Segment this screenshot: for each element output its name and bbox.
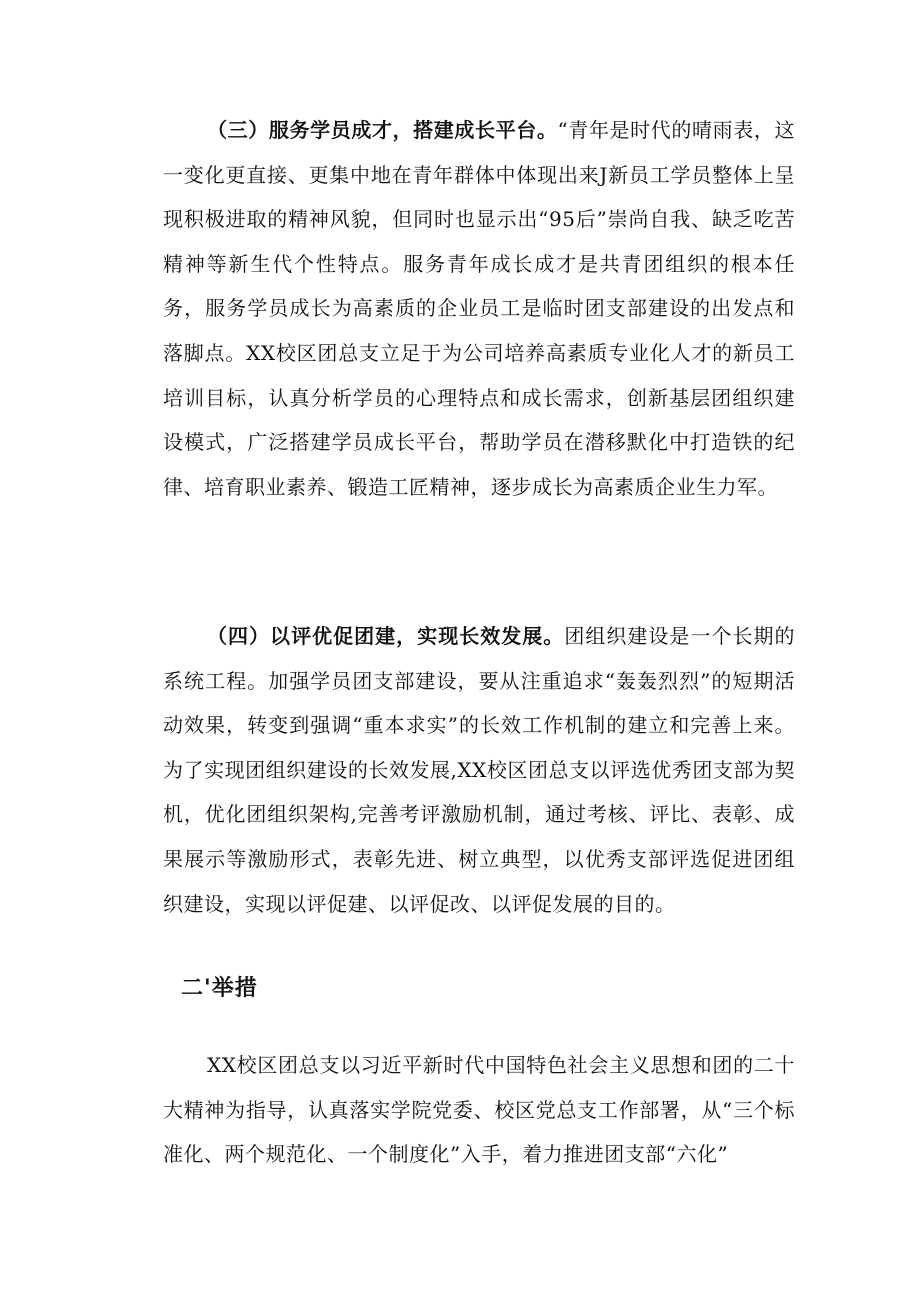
- section-four-body: 团组织建设是一个长期的系统工程。加强学员团支部建设，要从注重追求“轰轰烈烈”的短期活动效果，转变到强调“重本求实”的长效工作机制的建立和完善上来。为了实现团组织建设的长效发展,XX校区团总支以评选优秀团支部为契机，优化团组织架构,完善考评激励机制，通过考核、评比、表彰、成果展示等激励形式，表彰先进、树立典型，以优秀支部评选促进团组织建设，实现以评促建、以评促改、以评促发展的目的。: [163, 624, 796, 916]
- section-four-paragraph: [163, 614, 795, 926]
- section-three-body: “青年是时代的晴雨表，这一变化更直接、更集中地在青年群体中体现出来J新员工学员整体上呈现积极进取的精神风貌，但同时也显示出“95后”崇尚自我、缺乏吃苦精神等新生代个性特点。服务青年成长成才是共青团组织的根本任务，服务学员成长为高素质的企业员工是临时团支部建设的出发点和落脚点。XX校区团总支立足于为公司培养高素质专业化人才的新员工培训目标，认真分析学员的心理特点和成长需求，创新基层团组织建设模式，广泛搭建学员成长平台，帮助学员在潜移默化中打造铁的纪律、培育职业素养、锻造工匠精神，逐步成长为高素质企业生力军。: [163, 118, 795, 499]
- section-three-paragraph: [163, 108, 795, 509]
- measures-paragraph: XX校区团总支以习近平新时代中国特色社会主义思想和团的二十大精神为指导，认真落实学院党委、校区党总支工作部署，从“三个标准化、两个规范化、一个制度化”入手，着力推进团支部“六化”: [163, 1053, 795, 1167]
- section-three-lead: （三）服务学员成才，搭建成长平台。: [207, 118, 558, 142]
- measures-heading: 二'举措: [181, 976, 258, 1001]
- section-four-lead: （四）以评优促团建，实现长效发展。: [207, 624, 565, 648]
